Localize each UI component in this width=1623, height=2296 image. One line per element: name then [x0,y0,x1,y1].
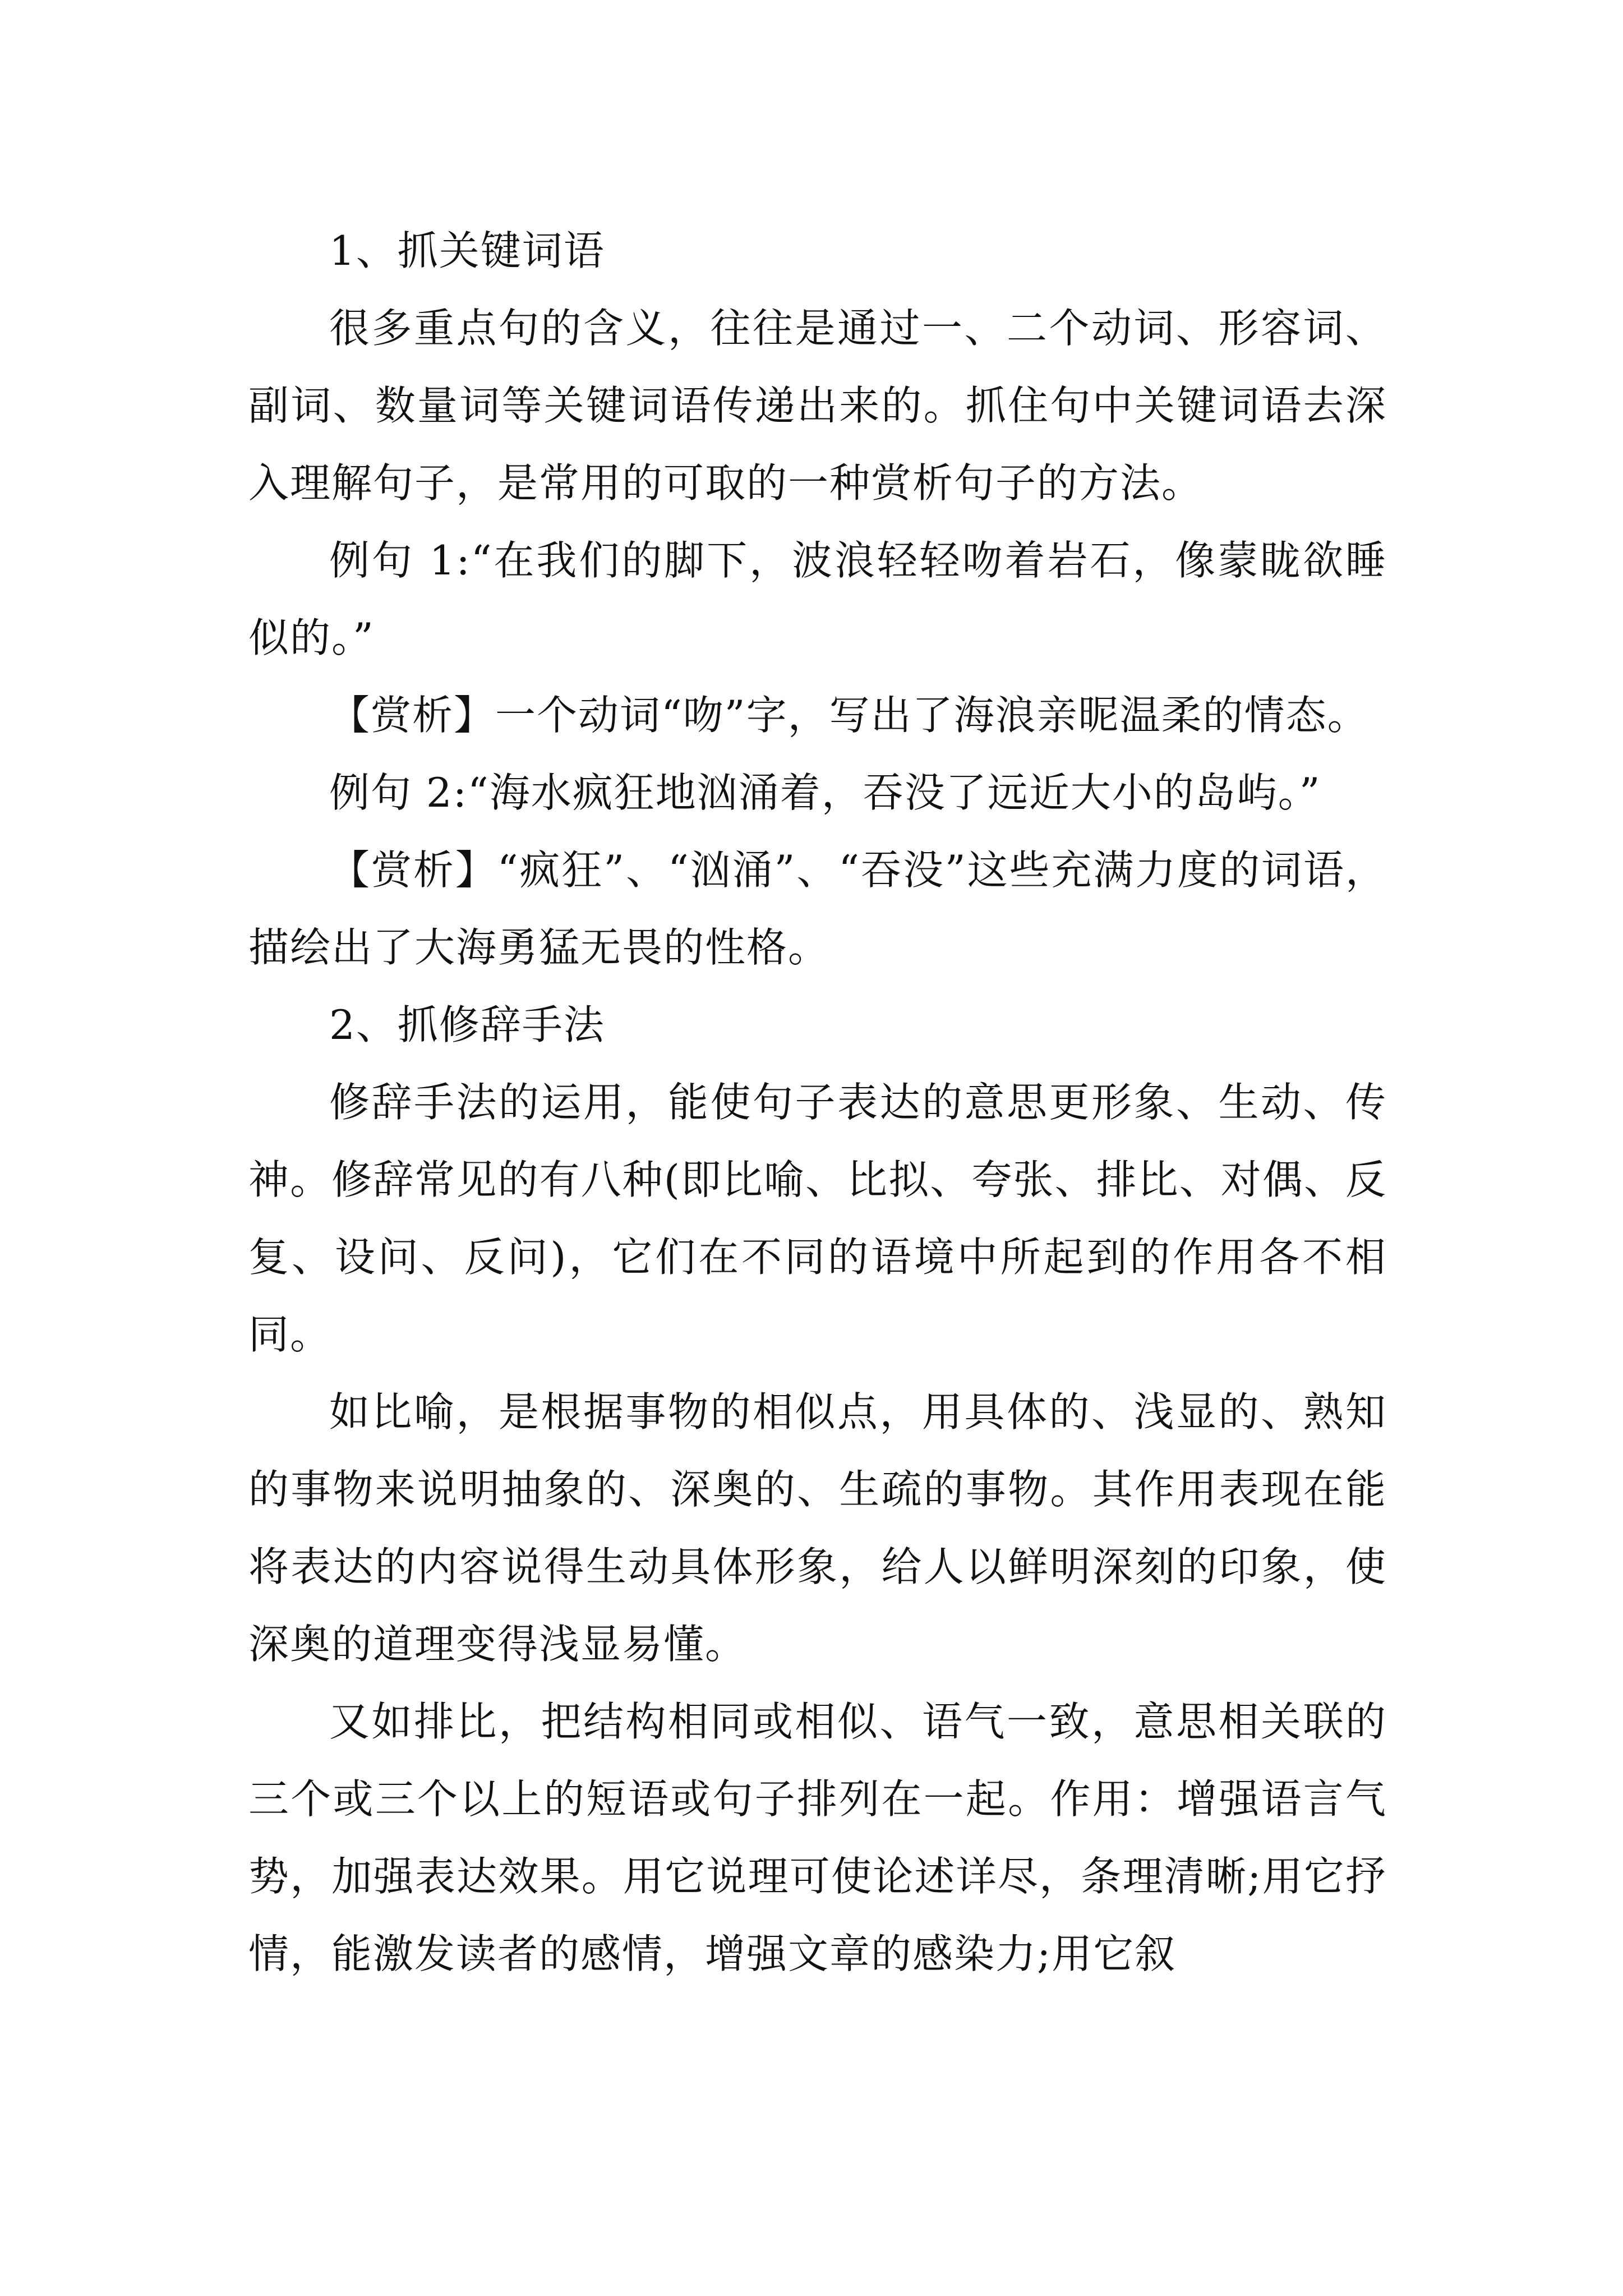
paragraph-keywords-intro: 很多重点句的含义，往往是通过一、二个动词、形容词、副词、数量词等关键词语传递出来的。抓住句中关键词语去深入理解句子，是常用的可取的一种赏析句子的方法。 [248,305,1387,507]
analysis-1: 【赏析】一个动词“吻”字，写出了海浪亲昵温柔的情态。 [329,692,1369,739]
document-body [248,212,1387,1993]
analysis-2: 【赏析】“疯狂”、“汹涌”、“吞没”这些充满力度的词语，描绘出了大海勇猛无畏的性格。 [248,846,1387,971]
section-heading-2: 2、抓修辞手法 [329,1001,605,1048]
paragraph-rhetoric-intro: 修辞手法的运用，能使句子表达的意思更形象、生动、传神。修辞常见的有八种(即比喻、比拟、夸张、排比、对偶、反复、设问、反问)，它们在不同的语境中所起到的作用各不相同。 [248,1079,1387,1358]
paragraph-parallelism: 又如排比，把结构相同或相似、语气一致，意思相关联的三个或三个以上的短语或句子排列在一起。作用：增强语言气势，加强表达效果。用它说理可使论述详尽，条理清晰;用它抒情，能激发读者的感情，增强文章的感染力;用它叙 [248,1698,1387,1977]
section-heading-1: 1、抓关键词语 [329,227,605,274]
paragraph-metaphor: 如比喻，是根据事物的相似点，用具体的、浅显的、熟知的事物来说明抽象的、深奥的、生疏的事物。其作用表现在能将表达的内容说得生动具体形象，给人以鲜明深刻的印象，使深奥的道理变得浅显易懂。 [248,1388,1387,1668]
example-sentence-1: 例句 1:“在我们的脚下，波浪轻轻吻着岩石，像蒙眬欲睡似的。” [248,537,1387,661]
example-sentence-2: 例句 2:“海水疯狂地汹涌着，吞没了远近大小的岛屿。” [329,769,1321,816]
